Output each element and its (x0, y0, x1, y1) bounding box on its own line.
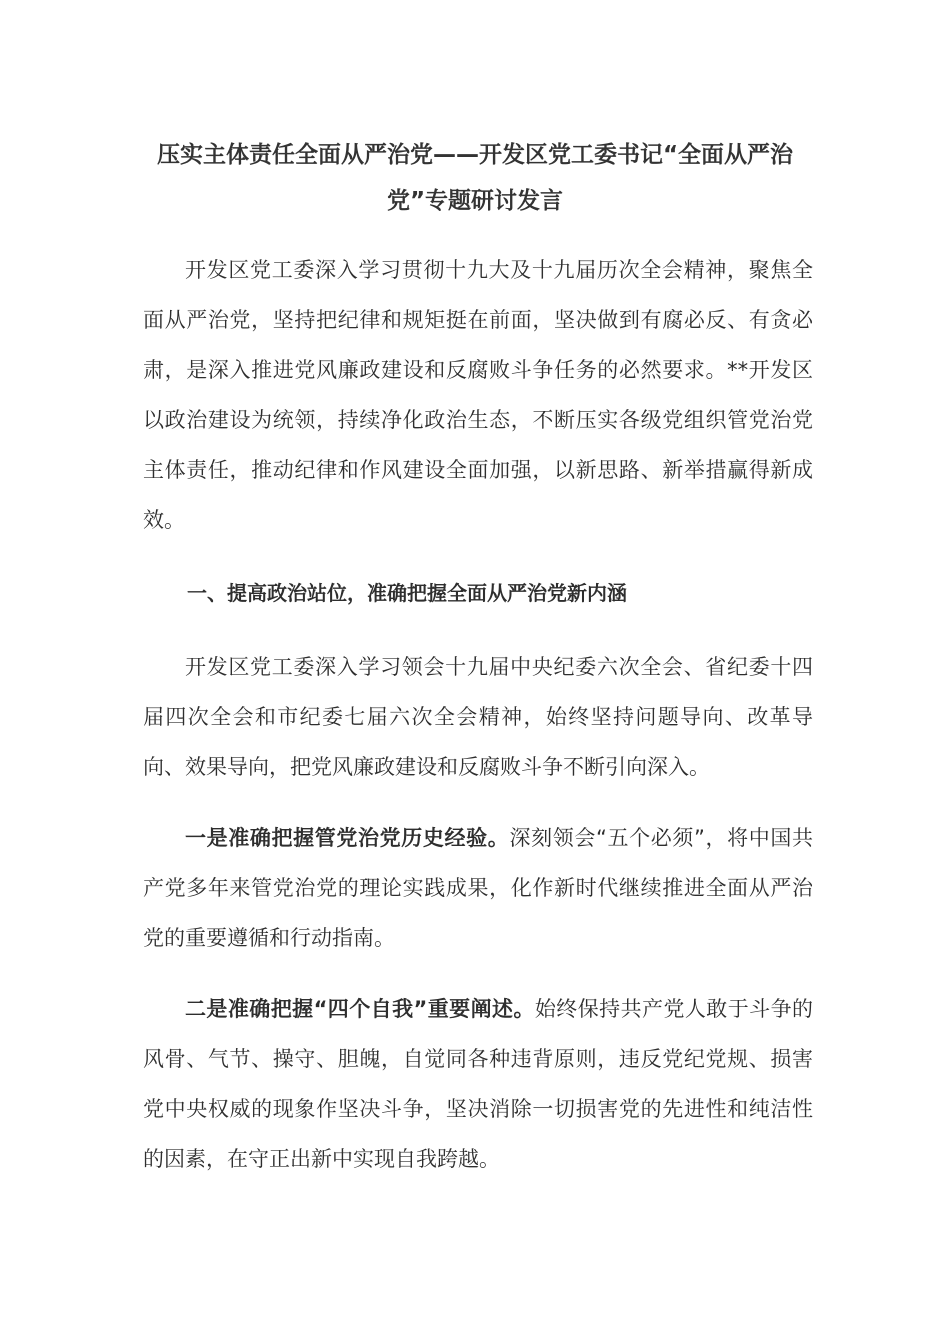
point-2-lead: 二是准确把握“四个自我”重要阐述。 (185, 997, 535, 1021)
section-1-heading: 一、提高政治站位，准确把握全面从严治党新内涵 (187, 581, 627, 605)
document-title: 压实主体责任全面从严治党——开发区党工委书记“全面从严治党”专题研讨发言 (156, 142, 794, 214)
point-1-block (143, 813, 813, 963)
section-1-heading-block (143, 568, 813, 618)
section-1-body-block (143, 642, 813, 792)
point-2-paragraph (143, 984, 813, 1184)
point-1-paragraph (143, 813, 813, 963)
section-1-body: 开发区党工委深入学习领会十九届中央纪委六次全会、省纪委十四届四次全会和市纪委七届六次全会精神，始终坚持问题导向、改革导向、效果导向，把党风廉政建设和反腐败斗争不断引向深入。 (143, 655, 813, 779)
point-2-block (143, 984, 813, 1184)
intro-paragraph: 开发区党工委深入学习贯彻十九大及十九届历次全会精神，聚焦全面从严治党，坚持把纪律和规矩挺在前面，坚决做到有腐必反、有贪必肃，是深入推进党风廉政建设和反腐败斗争任务的必然要求。**开发区以政治建设为统领，持续净化政治生态，不断压实各级党组织管党治党主体责任，推动纪律和作风建设全面加强，以新思路、新举措赢得新成效。 (143, 258, 813, 532)
point-1-lead: 一是准确把握管党治党历史经验。 (185, 826, 510, 850)
point-1-text: 深刻领会“五个必须”，将中国共产党多年来管党治党的理论实践成果，化作新时代继续推进全面从严治党的重要遵循和行动指南。 (143, 826, 813, 950)
intro-block (143, 245, 813, 545)
point-2-text: 始终保持共产党人敢于斗争的风骨、气节、操守、胆魄，自觉同各种违背原则，违反党纪党规、损害党中央权威的现象作坚决斗争，坚决消除一切损害党的先进性和纯洁性的因素，在守正出新中实现自我跨越。 (143, 997, 814, 1171)
